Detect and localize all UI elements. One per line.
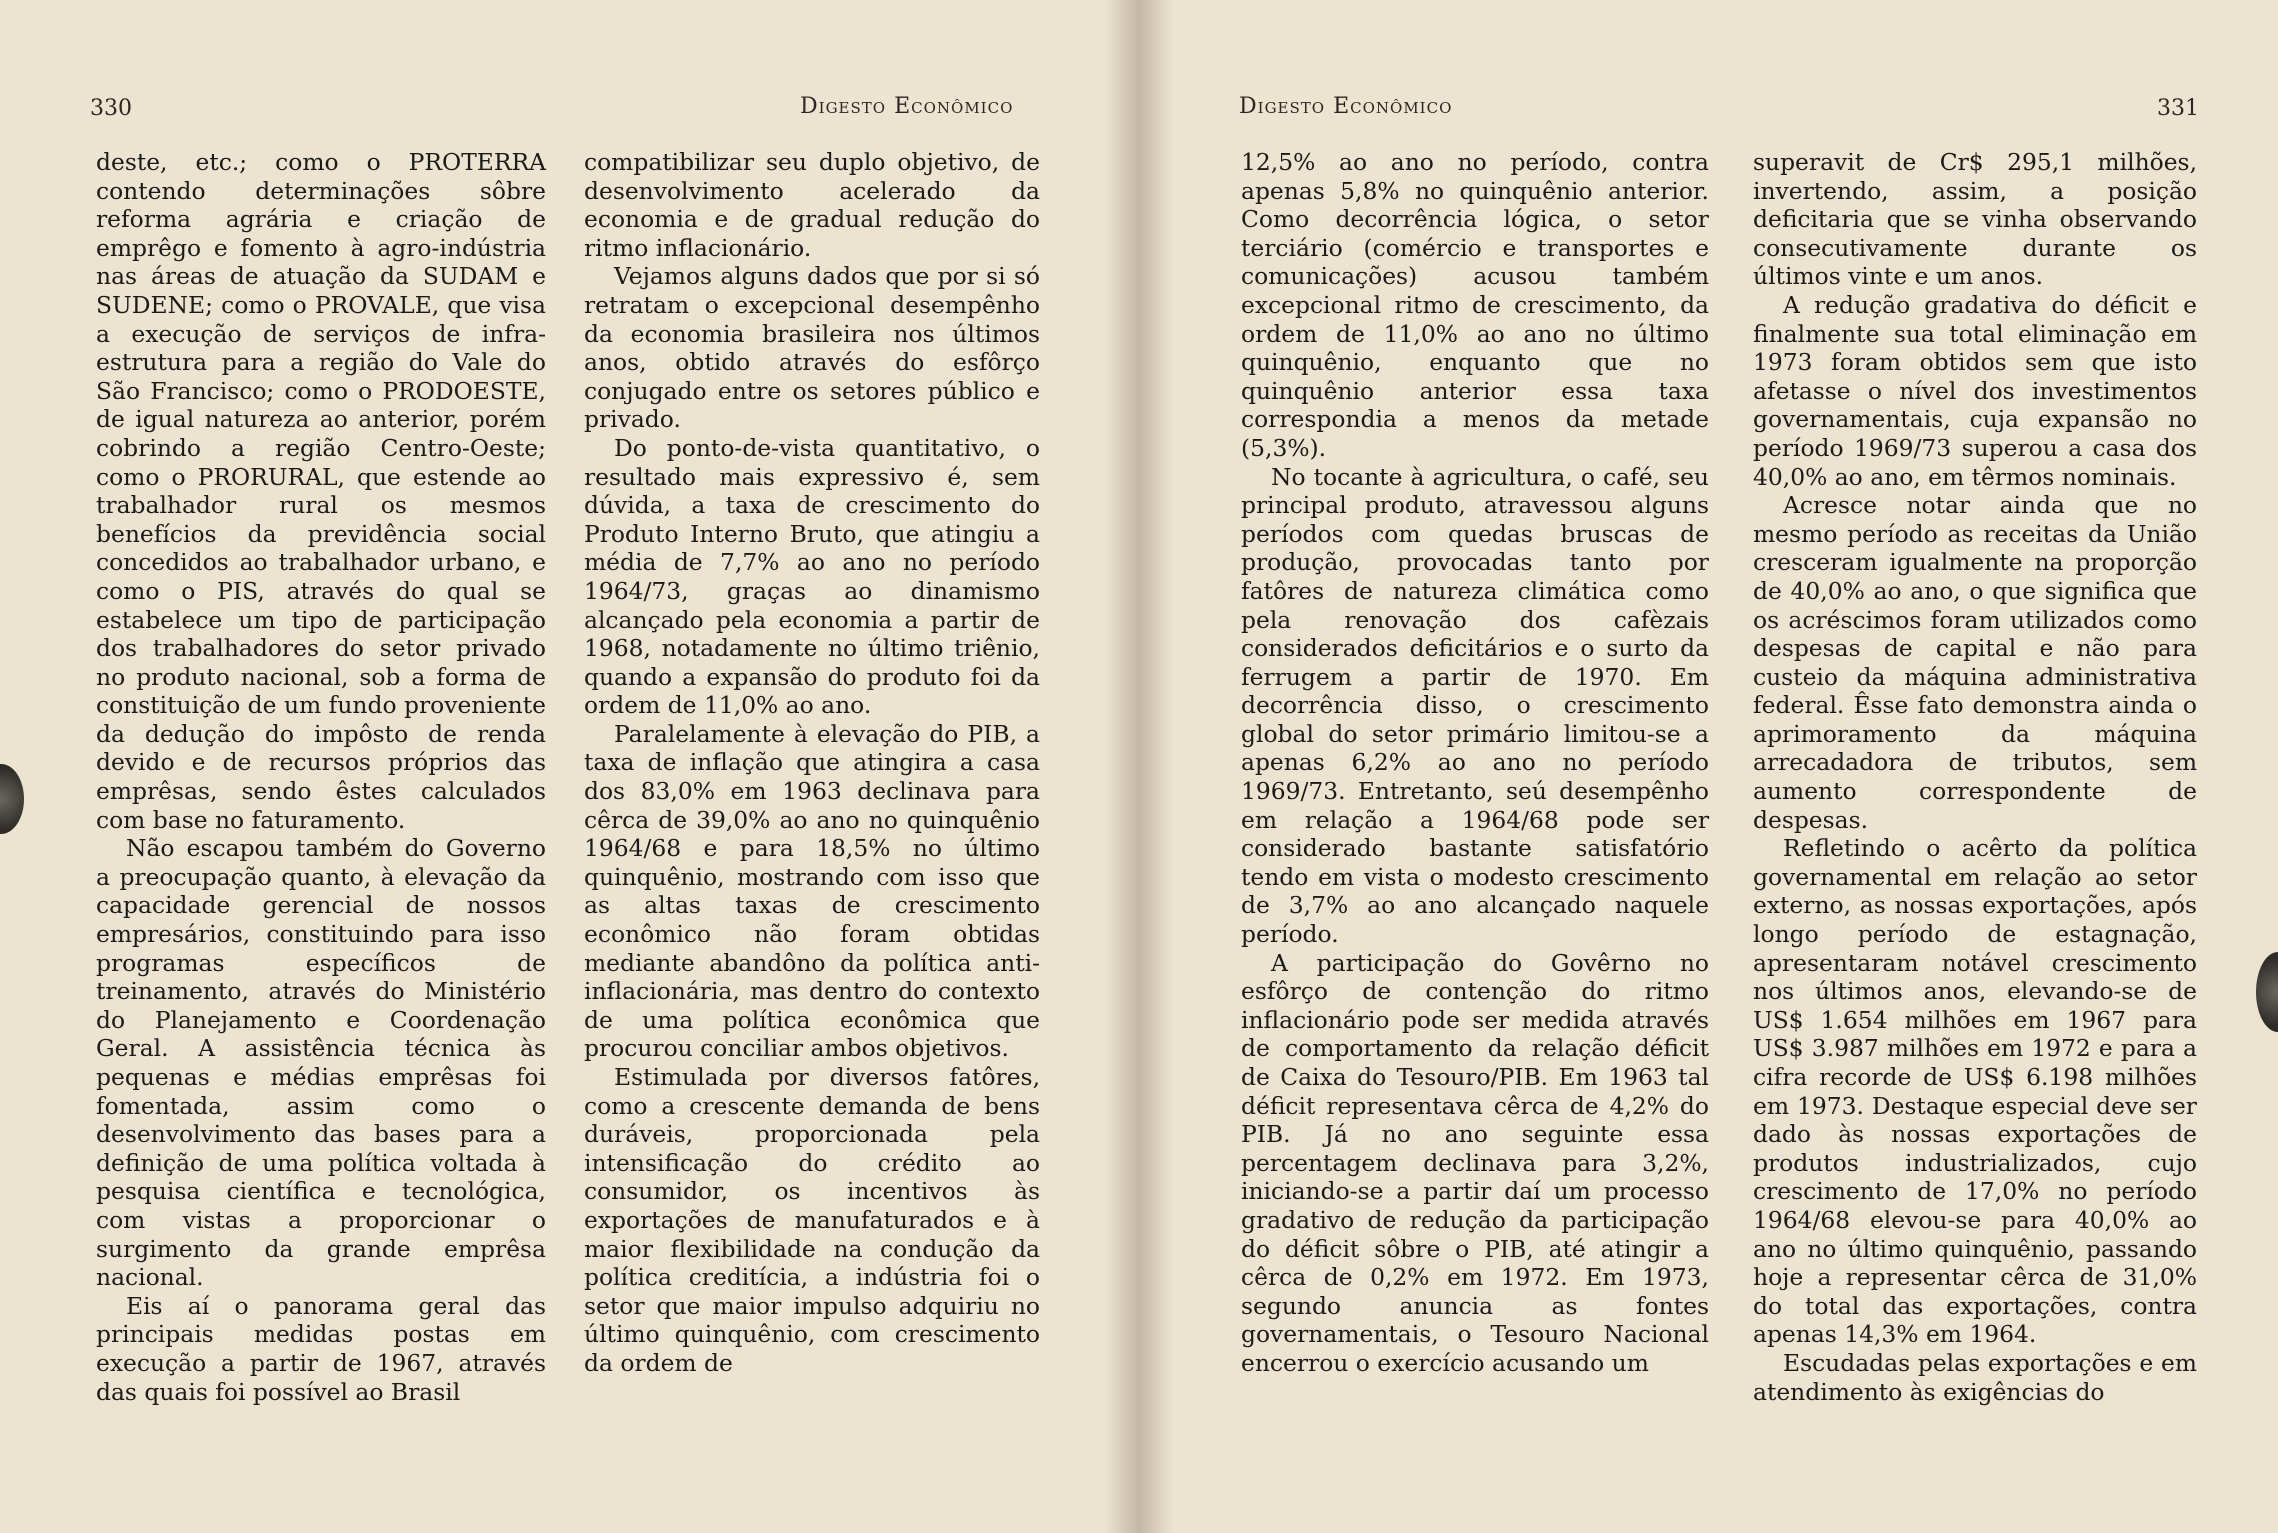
paragraph: 12,5% ao ano no período, contra apenas 5,8% no quinquênio anterior. Como decorrência lógica, o setor terciário (comércio e transportes e comunicações) acusou também excepcional ritmo de crescimento, da ordem de 11,0% ao ano no último quinquênio, enquanto que no quinquênio anterior essa taxa correspondia a menos da metade (5,3%). [1241,148,1709,462]
text-column-left-2 [584,148,1040,1378]
text-column-left-1 [96,148,546,1406]
paragraph: Não escapou também do Governo a preocupação quanto, à elevação da capacidade gerencial de nossos empresários, constituindo para isso programas específicos de treinamento, através do Ministério do Planejamento e Coordenação Geral. A assistência técnica às pequenas e médias emprêsas foi fomentada, assim como o desenvolvimento das bases para a definição de uma política voltada à pesquisa científica e tecnológica, com vistas a proporcionar o surgimento da grande emprêsa nacional. [96,834,546,1292]
paragraph: deste, etc.; como o PROTERRA contendo determinações sôbre reforma agrária e criação de emprêgo e fomento à agro-indústria nas áreas de atuação da SUDAM e SUDENE; como o PROVALE, que visa a execução de serviços de infra-estrutura para a região do Vale do São Francisco; como o PRODOESTE, de igual natureza ao anterior, porém cobrindo a região Centro-Oeste; como o PRORURAL, que estende ao trabalhador rural os mesmos benefícios da previdência social concedidos ao trabalhador urbano, e como o PIS, através do qual se estabelece um tipo de participação dos trabalhadores do setor privado no produto nacional, sob a forma de constituição de um fundo proveniente da dedução do impôsto de renda devido e de recursos próprios das emprêsas, sendo êstes calculados com base no faturamento. [96,148,546,834]
running-head: Digesto Econômico [1239,94,1453,119]
paragraph: Estimulada por diversos fatôres, como a crescente demanda de bens duráveis, proporcionada pela intensificação do crédito ao consumidor, os incentivos às exportações de manufaturados e à maior flexibilidade na condução da política creditícia, a indústria foi o setor que maior impulso adquiriu no último quinquênio, com crescimento da ordem de [584,1063,1040,1377]
paragraph: No tocante à agricultura, o café, seu principal produto, atravessou alguns períodos com quedas bruscas de produção, provocadas tanto por fatôres de natureza climática como pela renovação dos cafèzais considerados deficitários e o surto da ferrugem a partir de 1970. Em decorrência disso, o crescimento global do setor primário limitou-se a apenas 6,2% ao ano no período 1969/73. Entretanto, seú desempênho em relação a 1964/68 pode ser considerado bastante satisfatório tendo em vista o modesto crescimento de 3,7% ao ano alcançado naquele período. [1241,462,1709,949]
page-number: 331 [2157,96,2199,121]
page-number: 330 [90,96,132,121]
text-column-right-2 [1753,148,2197,1406]
paragraph: A participação do Govêrno no esfôrço de contenção do ritmo inflacionário pode ser medida através de comportamento da relação déficit de Caixa do Tesouro/PIB. Em 1963 tal déficit representava cêrca de 4,2% do PIB. Já no ano seguinte essa percentagem declinava para 3,2%, iniciando-se a partir daí um processo gradativo de redução da participação do déficit sôbre o PIB, até atingir a cêrca de 0,2% em 1972. Em 1973, segundo anuncia as fontes governamentais, o Tesouro Nacional encerrou o exercício acusando um [1241,948,1709,1377]
paragraph: superavit de Cr$ 295,1 milhões, invertendo, assim, a posição deficitaria que se vinha observando consecutivamente durante os últimos vinte e um anos. [1753,148,2197,291]
paragraph: compatibilizar seu duplo objetivo, de desenvolvimento acelerado da economia e de gradual redução do ritmo inflacionário. [584,148,1040,262]
binding-hole [0,764,24,834]
paragraph: Refletindo o acêrto da política governamental em relação ao setor externo, as nossas exportações, após longo período de estagnação, apresentaram notável crescimento nos últimos anos, elevando-se de US$ 1.654 milhões em 1967 para US$ 3.987 milhões em 1972 e para a cifra recorde de US$ 6.198 milhões em 1973. Destaque especial deve ser dado às nossas exportações de produtos industrializados, cujo crescimento de 17,0% no período 1964/68 elevou-se para 40,0% ao ano no último quinquênio, passando hoje a representar cêrca de 31,0% do total das exportações, contra apenas 14,3% em 1964. [1753,834,2197,1349]
paragraph: Acresce notar ainda que no mesmo período as receitas da União cresceram igualmente na proporção de 40,0% ao ano, o que significa que os acréscimos foram utilizados como despesas de capital e não para custeio da máquina administrativa federal. Êsse fato demonstra ainda o aprimoramento da máquina arrecadadora de tributos, sem aumento correspondente de despesas. [1753,491,2197,834]
paragraph: Paralelamente à elevação do PIB, a taxa de inflação que atingira a casa dos 83,0% em 1963 declinava para cêrca de 39,0% ao ano no quinquênio 1964/68 e para 18,5% no último quinquênio, mostrando com isso que as altas taxas de crescimento econômico não foram obtidas mediante abandôno da política anti-inflacionária, mas dentro do contexto de uma política econômica que procurou conciliar ambos objetivos. [584,719,1040,1063]
right-page [1139,0,2278,1533]
paragraph: Eis aí o panorama geral das principais medidas postas em execução a partir de 1967, através das quais foi possível ao Brasil [96,1291,546,1406]
left-page-gutter-shadow [1105,0,1139,1533]
paragraph: Vejamos alguns dados que por si só retratam o excepcional desempênho da economia brasileira nos últimos anos, obtido através do esfôrço conjugado entre os setores público e privado. [584,262,1040,434]
paragraph: Escudadas pelas exportações e em atendimento às exigências do [1753,1348,2197,1406]
paragraph: Do ponto-de-vista quantitativo, o resultado mais expressivo é, sem dúvida, a taxa de crescimento do Produto Interno Bruto, que atingiu a média de 7,7% ao ano no período 1964/73, graças ao dinamismo alcançado pela economia a partir de 1968, notadamente no último triênio, quando a expansão do produto foi da ordem de 11,0% ao ano. [584,433,1040,720]
right-page-gutter-shadow [1139,0,1173,1533]
text-column-right-1 [1241,148,1709,1378]
paragraph: A redução gradativa do déficit e finalmente sua total eliminação em 1973 foram obtidos sem que isto afetasse o nível dos investimentos governamentais, cuja expansão no período 1969/73 superou a casa dos 40,0% ao ano, em têrmos nominais. [1753,290,2197,491]
running-head: Digesto Econômico [800,94,1014,119]
binding-hole [2256,952,2278,1032]
